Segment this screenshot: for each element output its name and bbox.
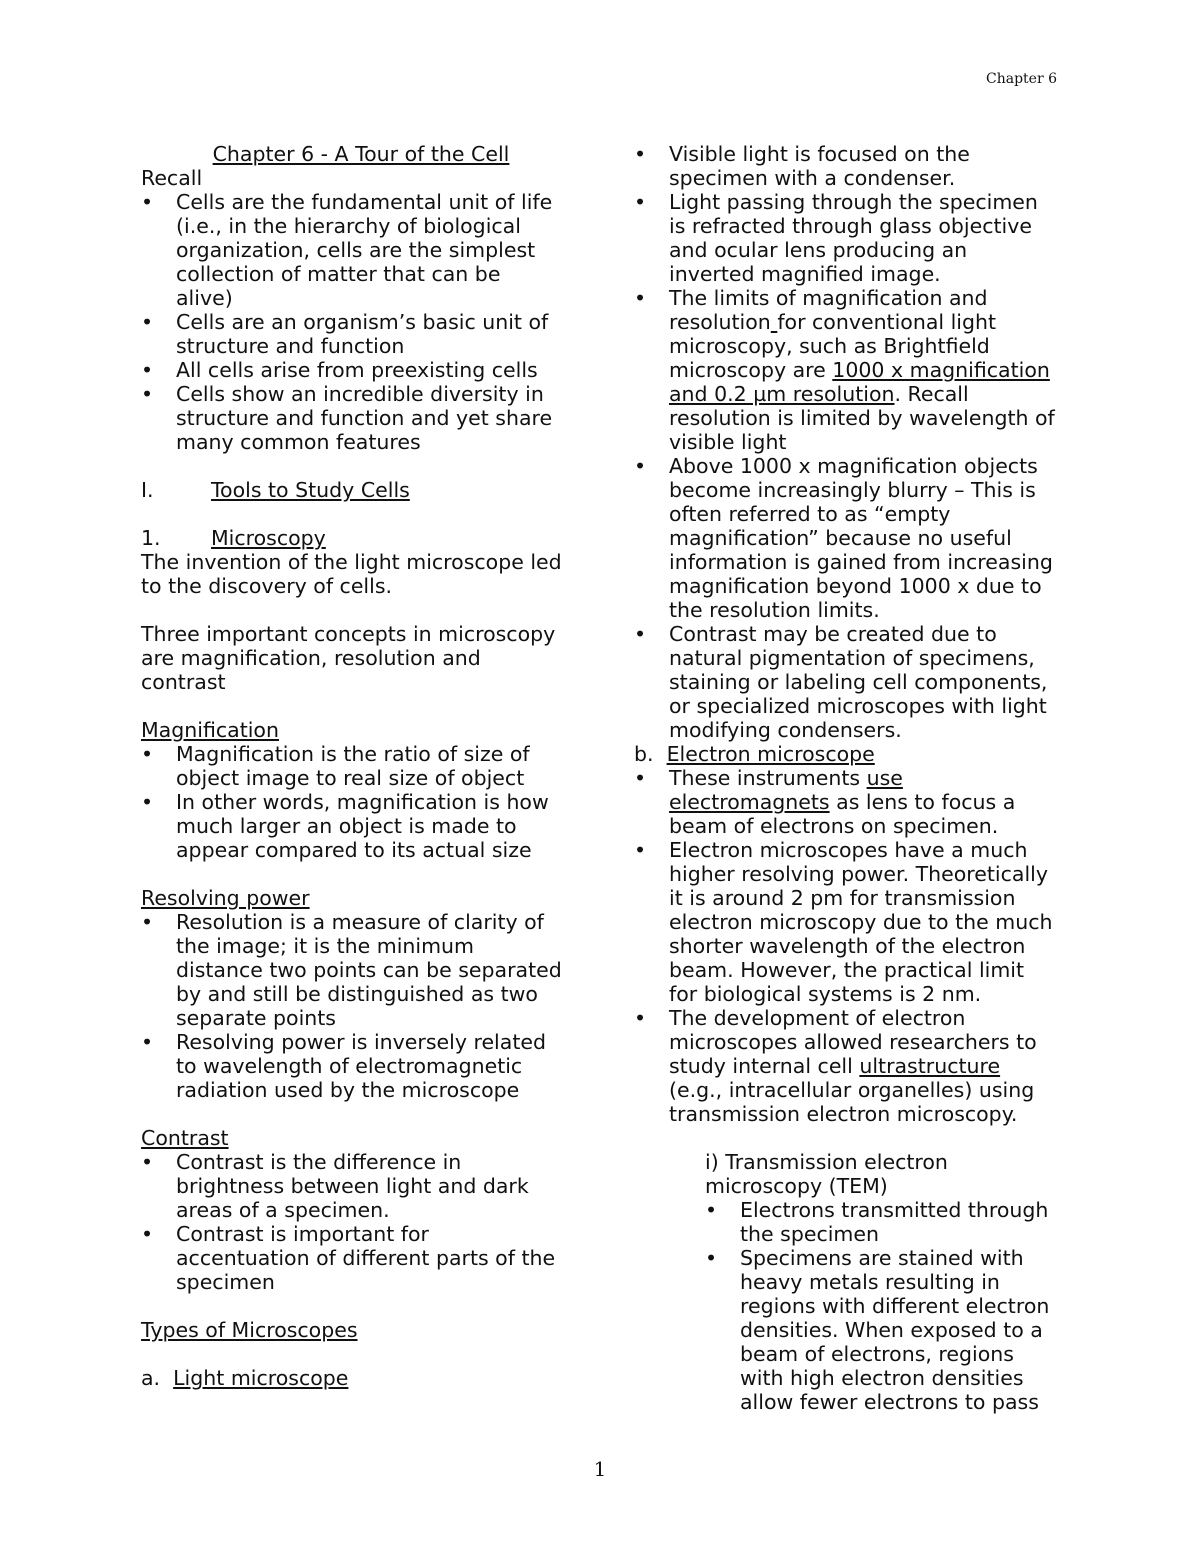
bullet-icon: •	[705, 1198, 718, 1222]
running-head: Chapter 6	[986, 71, 1057, 87]
bullet-item: • Cells show an incredible diversity in structure and function and yet share many common features	[141, 382, 553, 454]
bullet-icon: •	[634, 1006, 647, 1030]
types-heading: Types of Microscopes	[141, 1318, 358, 1342]
resolving-power-heading: Resolving power	[141, 886, 310, 910]
paragraph: contrast	[141, 670, 226, 694]
light-microscope-heading: a. Light microscope	[141, 1366, 349, 1390]
paragraph: Three important concepts in microscopy	[141, 622, 556, 646]
bullet-icon: •	[141, 190, 154, 214]
bullet-item: • Resolving power is inversely related to wavelength of electromagnetic radiation used by the microscope	[141, 1030, 546, 1102]
bullet-icon: •	[634, 838, 647, 862]
electron-microscope-heading: b. Electron microscope	[634, 742, 875, 766]
tem-heading: i) Transmission electron microscopy (TEM)	[705, 1150, 948, 1198]
bullet-item: • Specimens are stained with heavy metals resulting in regions with different electron densities. When exposed to a beam of electrons, regions with high electron densities allow fewer electrons to pass	[705, 1246, 1050, 1414]
subsection-heading: 1. Microscopy	[141, 526, 326, 550]
bullet-icon: •	[634, 766, 647, 790]
document-title: Chapter 6 - A Tour of the Cell	[212, 142, 510, 166]
bullet-item: • All cells arise from preexisting cells	[141, 358, 538, 382]
section-heading: I. Tools to Study Cells	[141, 478, 410, 502]
bullet-item: • Cells are the fundamental unit of life (i.e., in the hierarchy of biological organization, cells are the simplest collection of matter that can be alive)	[141, 190, 553, 310]
bullet-icon: •	[141, 742, 154, 766]
bullet-icon: •	[141, 1222, 154, 1246]
paragraph: to the discovery of cells.	[141, 574, 393, 598]
bullet-item: • Contrast may be created due to natural pigmentation of specimens, staining or labeling cell components, or specialized microscopes with light modifying condensers.	[634, 622, 1048, 742]
bullet-item: • Visible light is focused on the specimen with a condenser.	[634, 142, 970, 190]
bullet-icon: •	[141, 1030, 154, 1054]
contrast-heading: Contrast	[141, 1126, 229, 1150]
bullet-item: • Contrast is important for accentuation of different parts of the specimen	[141, 1222, 556, 1294]
bullet-icon: •	[141, 358, 154, 382]
bullet-icon: •	[705, 1246, 718, 1270]
paragraph: The invention of the light microscope led	[141, 550, 562, 574]
magnification-heading: Magnification	[141, 718, 279, 742]
bullet-item: • Electrons transmitted through the specimen	[705, 1198, 1049, 1246]
bullet-item: • Electron microscopes have a much higher resolving power. Theoretically it is around 2 pm for transmission electron microscopy due to the much shorter wavelength of the electron beam. However, the practical limit for biological systems is 2 nm.	[634, 838, 1053, 1006]
bullet-item: • Resolution is a measure of clarity of the image; it is the minimum distance two points can be separated by and still be distinguished as two separate points	[141, 910, 562, 1030]
left-column	[141, 142, 581, 1390]
bullet-icon: •	[141, 910, 154, 934]
bullet-item: • The limits of magnification and resolution for conventional light microscopy, such as Brightfield microscopy are 1000 x magnification and 0.2 µm resolution. Recall resolution is limited by wavelength of visible light	[634, 286, 1055, 454]
bullet-item: • Magnification is the ratio of size of object image to real size of object	[141, 742, 530, 790]
bullet-icon: •	[634, 622, 647, 646]
paragraph: are magnification, resolution and	[141, 646, 481, 670]
bullet-icon: •	[634, 142, 647, 166]
page-number: 1	[593, 1457, 607, 1481]
bullet-icon: •	[634, 190, 647, 214]
bullet-item: • Light passing through the specimen is refracted through glass objective and ocular lens producing an inverted magnified image.	[634, 190, 1038, 286]
bullet-icon: •	[141, 382, 154, 406]
bullet-item: • Cells are an organism’s basic unit of structure and function	[141, 310, 549, 358]
bullet-item: • These instruments use electromagnets as lens to focus a beam of electrons on specimen.	[634, 766, 1016, 838]
bullet-icon: •	[141, 310, 154, 334]
bullet-item: • In other words, magnification is how much larger an object is made to appear compared to its actual size	[141, 790, 549, 862]
right-column	[634, 142, 1079, 1414]
bullet-icon: •	[634, 454, 647, 478]
bullet-item: • Contrast is the difference in brightness between light and dark areas of a specimen.	[141, 1150, 529, 1222]
recall-heading: Recall	[141, 166, 203, 190]
bullet-icon: •	[634, 286, 647, 310]
bullet-icon: •	[141, 1150, 154, 1174]
bullet-icon: •	[141, 790, 154, 814]
bullet-item: • The development of electron microscopes allowed researchers to study internal cell ultrastructure (e.g., intracellular organelles) using transmission electron microscopy.	[634, 1006, 1037, 1126]
bullet-item: • Above 1000 x magnification objects become increasingly blurry – This is often referred to as “empty magnification” because no useful information is gained from increasing magnification beyond 1000 x due to the resolution limits.	[634, 454, 1053, 622]
